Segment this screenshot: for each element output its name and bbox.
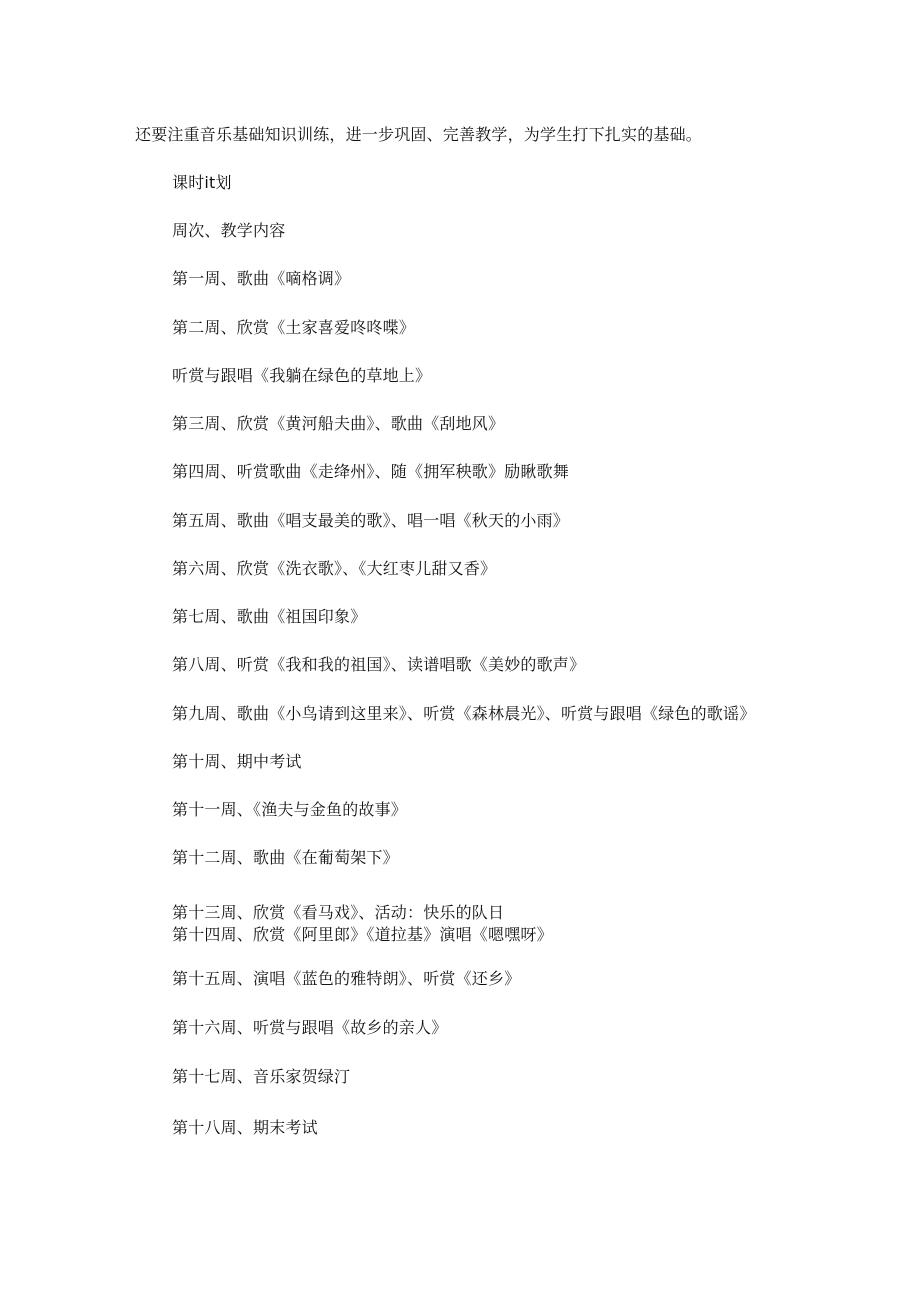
week-line: 听赏与跟唱《我躺在绿色的草地上》 bbox=[172, 366, 432, 385]
week-line: 第八周、听赏《我和我的祖国》、读谱唱歌《美妙的歌声》 bbox=[172, 655, 586, 674]
intro-paragraph: 还要注重音乐基础知识训练，进一步巩固、完善教学，为学生打下扎实的基础。 bbox=[135, 125, 703, 144]
schedule-subheading: 周次、教学内容 bbox=[172, 221, 286, 240]
week-line: 第六周、欣赏《洗衣歌》、《大红枣儿甜又香》 bbox=[172, 559, 497, 578]
week-line: 第五周、歌曲《唱支最美的歌》、唱一唱《秋天的小雨》 bbox=[172, 511, 570, 530]
week-line: 第十五周、演唱《蓝色的雅特朗》、听赏《还乡》 bbox=[172, 969, 521, 988]
week-line: 第四周、听赏歌曲《走绛州》、随《拥军秧歌》励瞅歌舞 bbox=[172, 462, 570, 481]
week-line: 第十二周、歌曲《在葡萄架下》 bbox=[172, 848, 399, 867]
schedule-heading: 课时it划 bbox=[172, 173, 232, 192]
week-line: 第二周、欣赏《土家喜爱咚咚喋》 bbox=[172, 318, 416, 337]
week-line: 第十八周、期末考试 bbox=[172, 1118, 318, 1137]
week-line: 第十三周、欣赏《看马戏》、活动：快乐的队日 bbox=[172, 903, 505, 922]
week-line: 第十六周、听赏与跟唱《故乡的亲人》 bbox=[172, 1018, 448, 1037]
week-line: 第十七周、音乐家贺绿汀 bbox=[172, 1067, 351, 1086]
week-line: 第十周、期中考试 bbox=[172, 752, 302, 771]
week-line: 第九周、歌曲《小鸟请到这里来》、听赏《森林晨光》、听赏与跟唱《绿色的歌谣》 bbox=[172, 704, 756, 723]
week-line: 第十四周、欣赏《阿里郎》《道拉基》演唱《嗯嘿呀》 bbox=[172, 925, 553, 944]
week-line: 第十一周、《渔夫与金鱼的故事》 bbox=[172, 800, 408, 819]
week-line: 第一周、歌曲《嘀格调》 bbox=[172, 269, 351, 288]
week-line: 第三周、欣赏《黄河船夫曲》、歌曲《刮地风》 bbox=[172, 414, 505, 433]
week-line: 第七周、歌曲《祖国印象》 bbox=[172, 607, 367, 626]
